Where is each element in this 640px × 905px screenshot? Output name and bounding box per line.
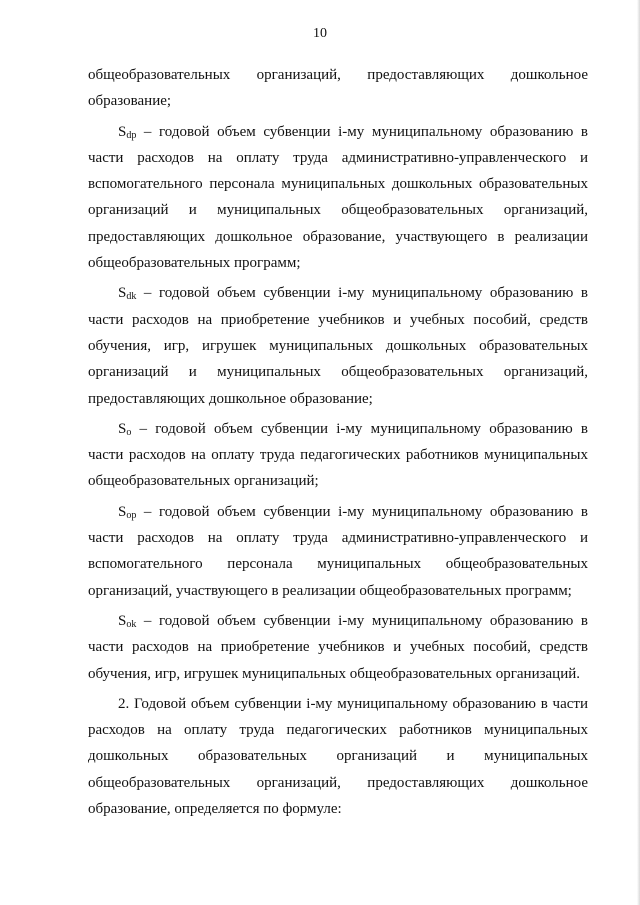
paragraph-so-definition [88, 416, 588, 495]
paragraph-sop-definition [88, 499, 588, 604]
paragraph-text: – годовой объем субвенции i-му муниципальному образованию в части расходов на оплату труда административно-управленческого и вспомогательного персонала муниципальных дошкольных образовательных организаций и муниципальных общеобразовательных организаций, предоставляющих дошкольное образование, участвующего в реализации общеобразовательных программ; [88, 123, 588, 272]
symbol-sok: $S_{ok}$ [118, 612, 137, 630]
paragraph-text: – годовой объем субвенции i-му муниципальному образованию в части расходов на оплату труда административно-управленческого и вспомогательного персонала муниципальных общеобразовательных организаций, участвующего в реализации общеобразовательных программ; [88, 503, 588, 599]
paragraph-continuation [88, 62, 588, 115]
document-body [88, 62, 588, 822]
page-number: 10 [313, 26, 327, 41]
paragraph-item-2 [88, 691, 588, 822]
symbol-sdk: $S_{dk}$ [118, 285, 137, 303]
symbol-so: $S_o$ [118, 420, 132, 438]
paragraph-text: – годовой объем субвенции i-му муниципальному образованию в части расходов на приобретение учебников и учебных пособий, средств обучения, игр, игрушек муниципальных общеобразовательных организаций. [88, 612, 588, 682]
paragraph-text: 2. Годовой объем субвенции i-му муниципальному образованию в части расходов на оплату труда педагогических работников муниципальных дошкольных образовательных организаций и муниципальных общеобразовательных организаций, предоставляющих дошкольное образование, определяется по формуле: [88, 695, 588, 818]
paragraph-sok-definition [88, 608, 588, 687]
paragraph-sdk-definition [88, 280, 588, 411]
paragraph-text: общеобразовательных организаций, предоставляющих дошкольное образование; [88, 67, 588, 110]
paragraph-sdp-definition [88, 119, 588, 277]
paragraph-text: – годовой объем субвенции i-му муниципальному образованию в части расходов на оплату труда педагогических работников муниципальных общеобразовательных организаций; [88, 420, 588, 490]
symbol-sop: $S_{op}$ [118, 503, 137, 521]
symbol-sdp: $S_{dp}$ [118, 123, 137, 141]
paragraph-text: – годовой объем субвенции i-му муниципальному образованию в части расходов на приобретение учебников и учебных пособий, средств обучения, игр, игрушек муниципальных дошкольных образовательных организаций и муниципальных общеобразовательных организаций, предоставляющих дошкольное образование; [88, 285, 588, 407]
